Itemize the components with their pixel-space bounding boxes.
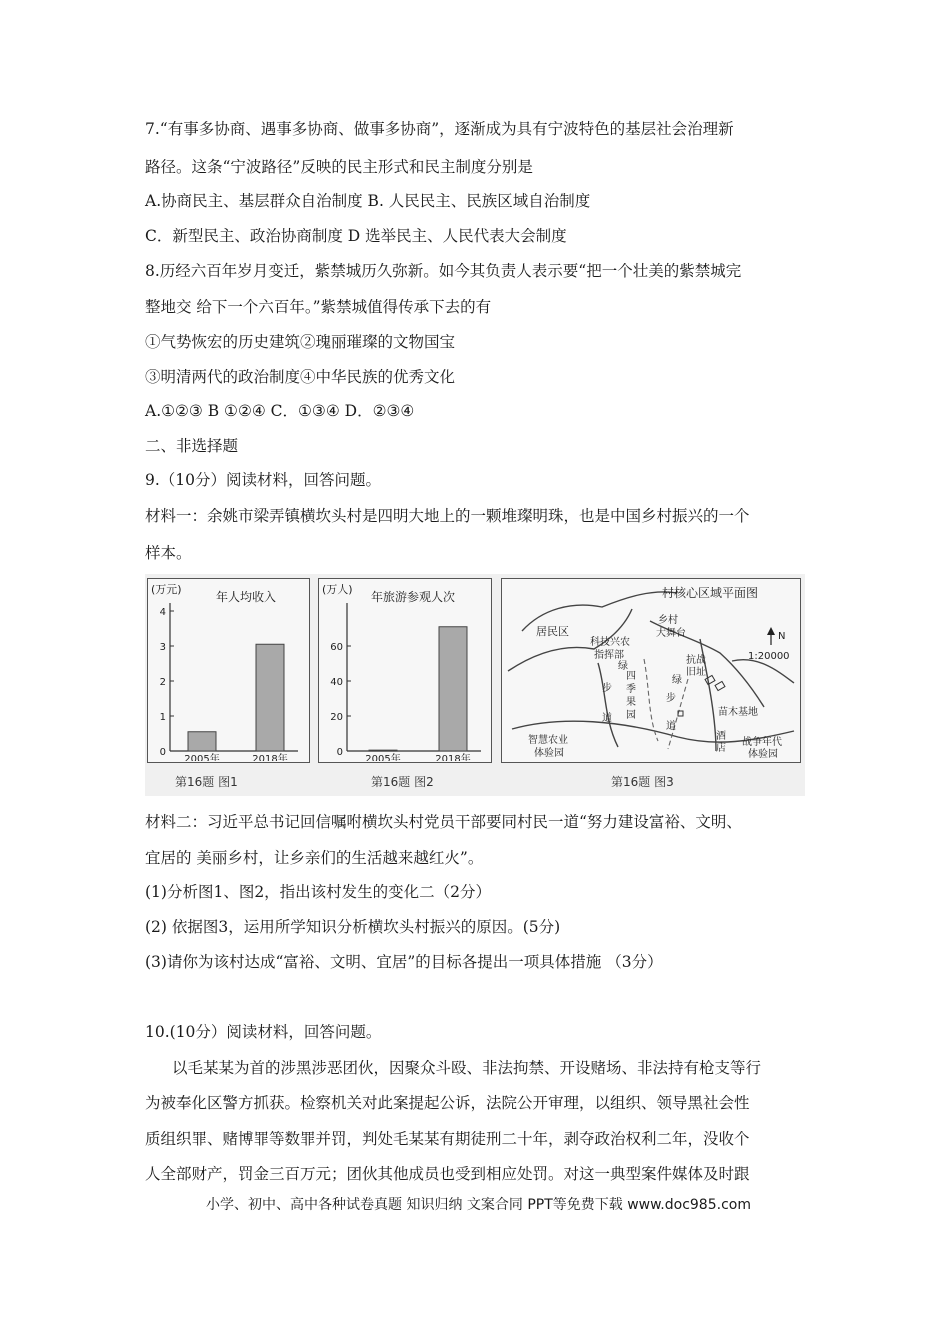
map-building [715, 681, 725, 690]
chart-xtick-label: 2018年 [252, 754, 288, 761]
chart-title: 年人均收入 [216, 590, 277, 604]
chart-tourism [319, 579, 490, 761]
chart-xtick-label: 2018年 [435, 754, 471, 761]
map-label-tech-line1: 科技兴农 [590, 637, 630, 648]
q9-sub3: (3)请你为该村达成“富裕、文明、宜居”的目标各提出一项具体措施 （3分） [145, 953, 663, 971]
map-label-green-b: 绿 [672, 675, 682, 686]
q9-sub2: (2) 依据图3，运用所学知识分析横坎头村振兴的原因。(5分) [145, 918, 561, 936]
map-label-orchard-1: 四 [626, 671, 636, 682]
map-label-war-line1: 战争年代 [742, 737, 782, 748]
map-label-stage-line2: 大舞台 [656, 628, 686, 639]
q9-material2-line1: 材料二：习近平总书记回信嘱咐横坎头村党员干部要同村民一道“努力建设富裕、文明、 [145, 813, 742, 831]
section-title: 二、非选择题 [145, 437, 239, 455]
map-label-tech-line2: 指挥部 [594, 650, 624, 661]
chart-ytick-label: 20 [330, 712, 343, 723]
chart-ytick-label: 40 [330, 677, 343, 688]
chart-ytick-label: 4 [159, 607, 166, 618]
q8-stem-line1: 8.历经六百年岁月变迁，紫禁城历久弥新。如今其负责人表示要“把一个壮美的紫禁城完 [145, 262, 742, 280]
q10-line3: 质组织罪、赌博罪等数罪并罚，判处毛某某有期徒刑二十年，剥夺政治权利二年，没收个 [145, 1130, 750, 1148]
chart-ytick-label: 1 [159, 712, 166, 723]
chart-tourism-caption: 第16题 图2 [371, 775, 434, 789]
q8-stem-line2: 整地交 给下一个六百年。”紫禁城值得传承下去的有 [145, 298, 492, 316]
q9-material2-line2: 宜居的 美丽乡村，让乡亲们的生活越来越红火”。 [145, 849, 484, 867]
map-label-trail-b1: 步 [666, 693, 676, 704]
village-map [502, 579, 799, 761]
map-label-residential: 居民区 [536, 625, 569, 638]
q9-header: 9.（10分）阅读材料，回答问题。 [145, 471, 382, 489]
q7-options-line2: C．新型民主、政治协商制度 D 选举民主、人民代表大会制度 [145, 227, 567, 245]
q9-material1-line1: 材料一：余姚市梁弄镇横坎头村是四明大地上的一颗堆璨明珠，也是中国乡村振兴的一个 [145, 507, 750, 525]
map-label-trail-b2: 道 [666, 721, 676, 732]
map-label-hotel-1: 酒 [716, 731, 726, 742]
q8-item-line2: ③明清两代的政治制度④中华民族的优秀文化 [145, 368, 456, 386]
map-label-orchard-3: 果 [626, 697, 636, 708]
q8-options: A.①②③ B ①②④ C．①③④ D．②③④ [145, 402, 415, 420]
map-label-site-line1: 抗战 [686, 655, 706, 666]
chart-bar [256, 644, 284, 751]
chart-xtick-label: 2005年 [184, 754, 220, 761]
q7-stem-line1: 7.“有事多协商、遇事多协商、做事多协商”，逐渐成为具有宁波特色的基层社会治理新 [145, 120, 734, 138]
chart-ytick-label: 2 [159, 677, 166, 688]
q7-stem-line2: 路径。这条“宁波路径”反映的民主形式和民主制度分别是 [145, 158, 533, 176]
map-label-war-line2: 体验园 [748, 749, 778, 760]
chart-ylabel: (万元) [151, 583, 182, 596]
chart-ytick-label: 0 [159, 747, 166, 758]
q9-material1-line2: 样本。 [145, 544, 192, 562]
chart-income [148, 579, 308, 761]
chart-income-caption: 第16题 图1 [175, 775, 238, 789]
map-panel [501, 578, 801, 763]
map-label-nursery: 苗木基地 [718, 707, 758, 718]
chart-bar [188, 732, 216, 751]
north-arrow-head-icon [767, 627, 775, 635]
map-north-label: N [778, 631, 786, 642]
q10-line2: 为被奉化区警方抓获。检察机关对此案提起公诉，法院公开审理，以组织、领导黑社会性 [145, 1094, 750, 1112]
map-road [598, 663, 618, 747]
q8-item-line1: ①气势恢宏的历史建筑②瑰丽璀璨的文物国宝 [145, 333, 456, 351]
chart-bar [369, 750, 397, 751]
figure-row [145, 574, 805, 796]
map-label-trail-a2: 道 [602, 713, 612, 724]
map-label-hotel-2: 店 [716, 743, 726, 754]
chart-bar [439, 627, 467, 751]
q9-sub1: (1)分析图1、图2，指出该村发生的变化二（2分） [145, 883, 492, 901]
footer-text: 小学、初中、高中各种试卷真题 知识归纳 文案合同 PPT等免费下载 www.doc985.com [206, 1197, 751, 1213]
chart-title: 年旅游参观人次 [371, 590, 456, 604]
map-building [705, 675, 715, 684]
map-label-green-a: 绿 [618, 661, 628, 672]
map-caption: 第16题 图3 [611, 775, 674, 789]
chart-income-panel [147, 578, 310, 763]
q10-line1: 以毛某某为首的涉黑涉恶团伙，因聚众斗殴、非法拘禁、开设赌场、非法持有枪支等行 [172, 1059, 762, 1077]
chart-tourism-panel [318, 578, 492, 763]
chart-ylabel: (万人) [322, 583, 353, 596]
q10-header: 10.(10分）阅读材料，回答问题。 [145, 1023, 382, 1041]
map-label-trail-a1: 步 [602, 683, 612, 694]
map-label-orchard-2: 季 [626, 684, 636, 695]
map-label-smart-line1: 智慧农业 [528, 735, 568, 746]
chart-xtick-label: 2005年 [365, 754, 401, 761]
map-road [732, 660, 794, 683]
map-label-site-line2: 旧址 [686, 667, 706, 678]
chart-ytick-label: 3 [159, 642, 166, 653]
map-label-smart-line2: 体验园 [534, 748, 564, 759]
q10-line4: 人全部财产，罚金三百万元；团伙其他成员也受到相应处罚。对这一典型案件媒体及时跟 [145, 1165, 750, 1183]
map-title: 村核心区域平面图 [662, 586, 759, 600]
map-scale: 1:20000 [748, 651, 790, 662]
chart-ytick-label: 60 [330, 642, 343, 653]
q7-options-line1: A.协商民主、基层群众自治制度 B. 人民民主、民族区域自治制度 [145, 192, 591, 210]
chart-ytick-label: 0 [336, 747, 343, 758]
map-label-stage-line1: 乡村 [658, 615, 678, 626]
map-label-orchard-4: 园 [626, 710, 636, 721]
